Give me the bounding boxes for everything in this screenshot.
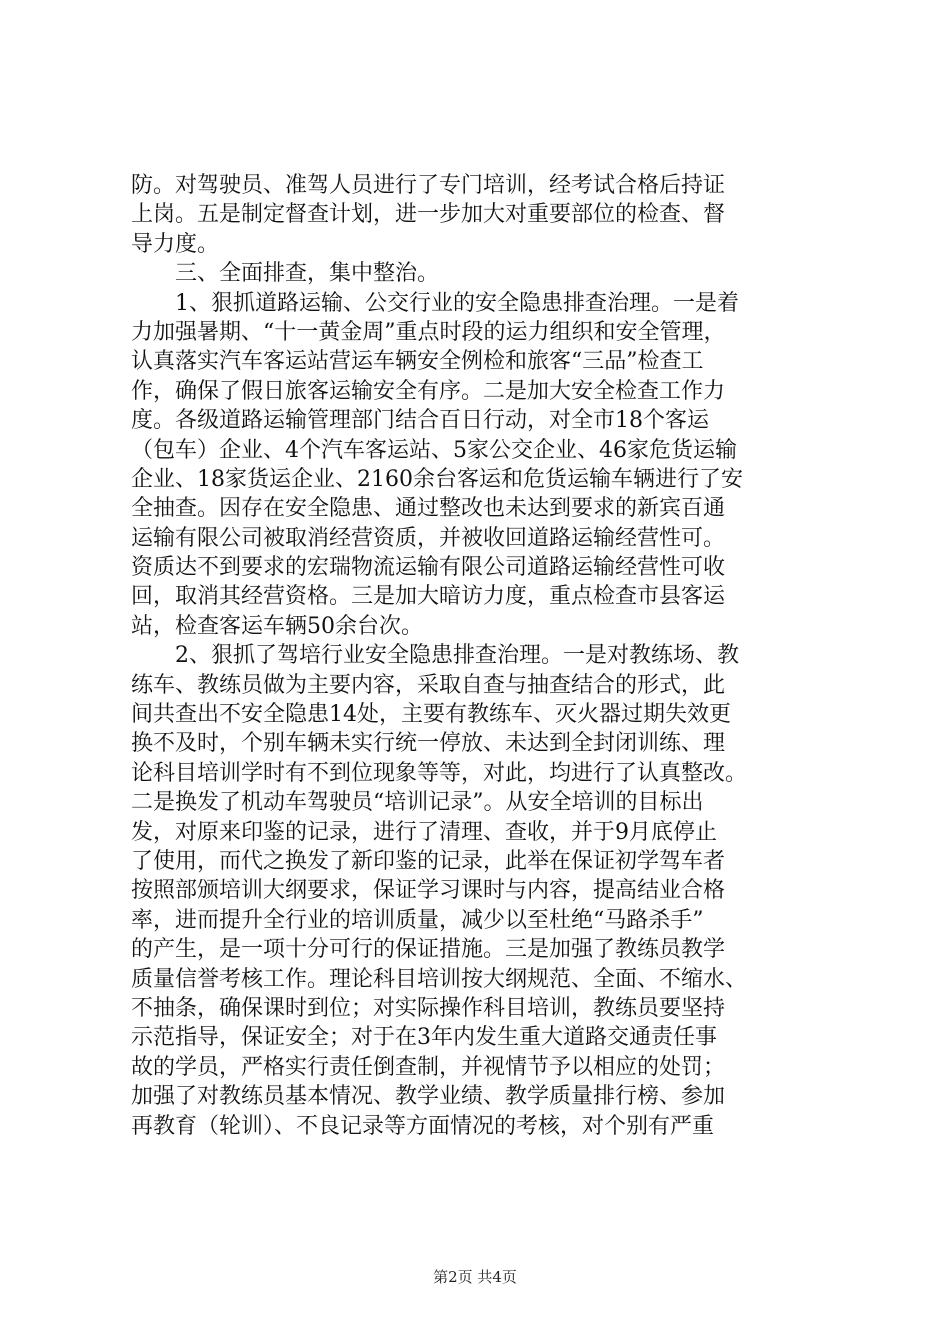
text-line: 加强了对教练员基本情况、教学业绩、教学质量排行榜、参加: [131, 1084, 726, 1110]
text-line: 三、全面排查，集中整治。: [131, 261, 440, 287]
text-line: 二是换发了机动车驾驶员“培训记录”。从安全培训的目标出: [131, 790, 704, 816]
text-line: 导力度。: [131, 231, 220, 257]
text-line: 发，对原来印鉴的记录，进行了清理、查收，并于9月底停止: [131, 819, 717, 845]
text-line: 再教育（轮训）、不良记录等方面情况的考核，对个别有严重: [131, 1113, 715, 1139]
text-line: 论科目培训学时有不到位现象等等，对此，均进行了认真整改。: [131, 760, 748, 786]
text-line: 站，检查客运车辆50余台次。: [131, 613, 423, 639]
text-line: 全抽查。因存在安全隐患、通过整改也未达到要求的新宾百通: [131, 496, 726, 522]
text-line: 资质达不到要求的宏瑞物流运输有限公司道路运输经营性可收: [131, 555, 726, 581]
text-line: 不抽条，确保课时到位；对实际操作科目培训，教练员要坚持: [131, 995, 726, 1021]
text-line: 间共查出不安全隐患14处，主要有教练车、灭火器过期失效更: [131, 702, 731, 728]
text-line: 力加强暑期、“十一黄金周”重点时段的运力组织和安全管理，: [131, 319, 726, 345]
text-line: 运输有限公司被取消经营资质，并被收回道路运输经营性可。: [131, 525, 726, 551]
text-line: 示范指导，保证安全；对于在3年内发生重大道路交通责任事: [131, 1025, 717, 1051]
body-text: [131, 171, 831, 1141]
text-line: 质量信誉考核工作。理论科目培训按大纲规范、全面、不缩水、: [131, 966, 748, 992]
text-line: 认真落实汽车客运站营运车辆安全例检和旅客“三品”检查工: [131, 349, 704, 375]
text-line: 按照部颁培训大纲要求，保证学习课时与内容，提高结业合格: [131, 878, 726, 904]
text-line: 上岗。五是制定督查计划，进一步加大对重要部位的检查、督: [131, 202, 726, 228]
text-line: 回，取消其经营资格。三是加大暗访力度，重点检查市县客运: [131, 584, 726, 610]
text-line: 防。对驾驶员、准驾人员进行了专门培训，经考试合格后持证: [131, 173, 726, 198]
text-line: 1、狠抓道路运输、公交行业的安全隐患排查治理。一是着: [131, 290, 739, 316]
text-line: 换不及时，个别车辆未实行统一停放、未达到全封闭训练、理: [131, 731, 726, 757]
text-line: 度。各级道路运输管理部门结合百日行动，对全市18个客运: [131, 408, 709, 434]
text-line: 率，进而提升全行业的培训质量，减少以至杜绝“马路杀手”: [131, 907, 704, 933]
text-line: 的产生，是一项十分可行的保证措施。三是加强了教练员教学: [131, 937, 726, 963]
text-line: 了使用，而代之换发了新印鉴的记录，此举在保证初学驾车者: [131, 848, 726, 874]
page-footer: 第2页 共4页: [433, 1268, 517, 1286]
text-line: 故的学员，严格实行责任倒查制，并视情节予以相应的处罚；: [131, 1054, 726, 1080]
text-line: 2、狠抓了驾培行业安全隐患排查治理。一是对教练场、教: [131, 643, 739, 669]
text-line: 作，确保了假日旅客运输安全有序。二是加大安全检查工作力: [131, 378, 726, 404]
text-line: 企业、18家货运企业、2160余台客运和危货运输车辆进行了安: [131, 466, 743, 492]
text-line: （包车）企业、4个汽车客运站、5家公交企业、46家危货运输: [131, 437, 737, 463]
text-line: 练车、教练员做为主要内容，采取自查与抽查结合的形式，此: [131, 672, 726, 698]
